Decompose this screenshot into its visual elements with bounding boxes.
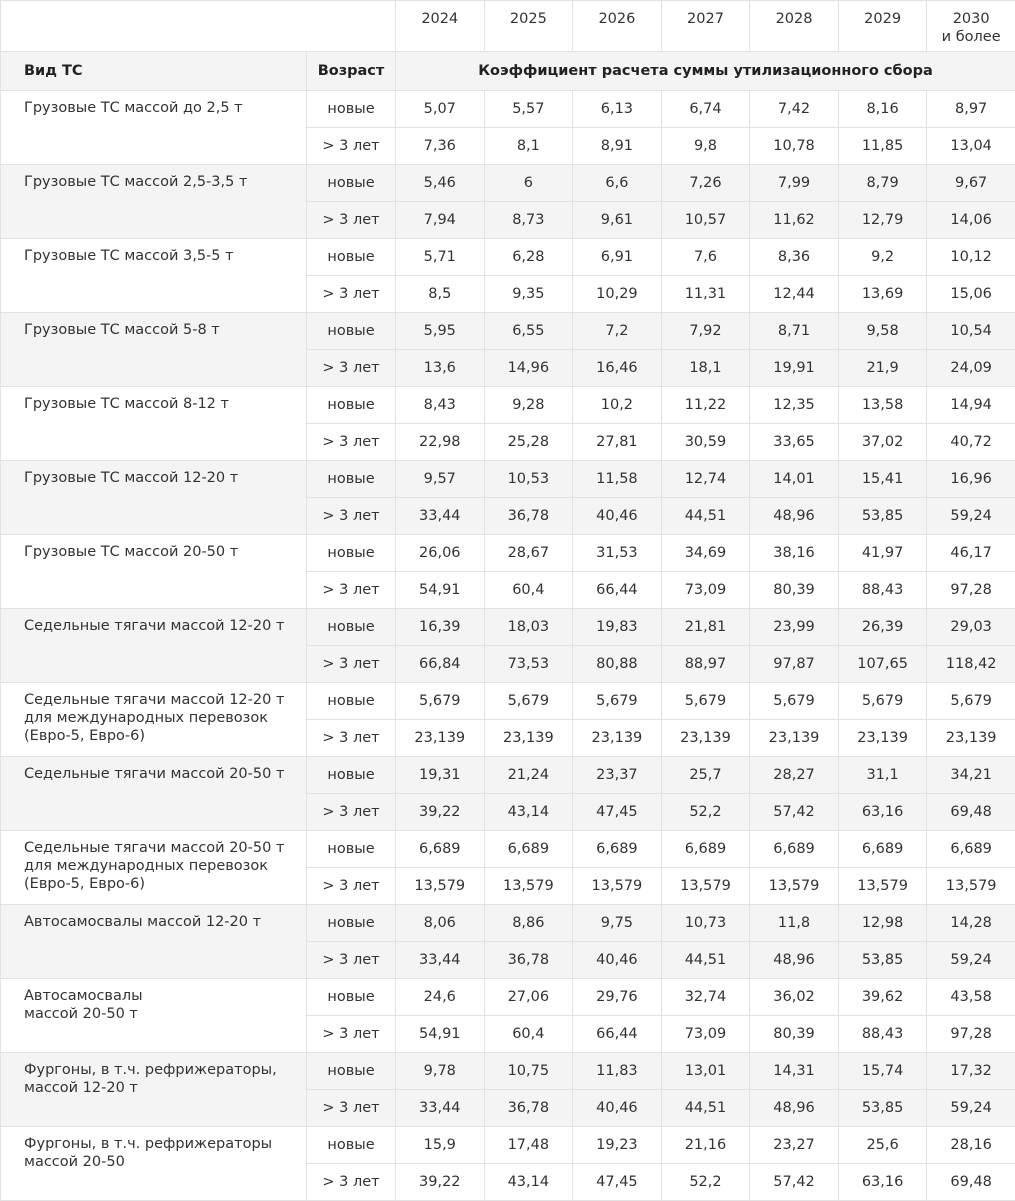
coefficient-cell: 10,73	[661, 905, 750, 942]
coefficient-cell: 8,91	[573, 128, 662, 165]
coefficient-cell: 53,85	[838, 1090, 927, 1127]
coefficient-cell: 23,139	[484, 720, 573, 757]
coefficient-cell: 8,43	[396, 387, 485, 424]
column-header-row	[1, 52, 1015, 91]
coefficient-cell: 12,44	[750, 276, 839, 313]
coefficient-cell: 43,14	[484, 1164, 573, 1201]
coefficient-cell: 66,44	[573, 1016, 662, 1053]
coefficient-cell: 33,44	[396, 498, 485, 535]
year-2030-and-later: 2030 и более	[927, 1, 1015, 52]
coefficient-cell: 47,45	[573, 794, 662, 831]
coefficient-cell: 8,71	[750, 313, 839, 350]
coefficient-cell: 52,2	[661, 794, 750, 831]
coefficient-cell: 19,91	[750, 350, 839, 387]
coefficient-cell: 26,06	[396, 535, 485, 572]
coefficient-cell: 5,679	[661, 683, 750, 720]
coefficient-cell: 21,24	[484, 757, 573, 794]
coefficient-cell: 26,39	[838, 609, 927, 646]
age-cell: > 3 лет	[307, 350, 396, 387]
coefficient-cell: 8,1	[484, 128, 573, 165]
year-2024: 2024	[396, 1, 485, 52]
age-cell: новые	[307, 683, 396, 720]
coefficient-cell: 9,78	[396, 1053, 485, 1090]
coefficient-cell: 31,1	[838, 757, 927, 794]
coefficient-cell: 14,94	[927, 387, 1015, 424]
coefficient-cell: 31,53	[573, 535, 662, 572]
coefficient-cell: 9,8	[661, 128, 750, 165]
coefficient-cell: 16,96	[927, 461, 1015, 498]
coefficient-cell: 23,99	[750, 609, 839, 646]
coefficient-cell: 39,22	[396, 794, 485, 831]
coefficient-cell: 10,54	[927, 313, 1015, 350]
coefficient-cell: 15,9	[396, 1127, 485, 1164]
coefficient-cell: 28,27	[750, 757, 839, 794]
age-cell: новые	[307, 535, 396, 572]
coefficient-cell: 8,16	[838, 91, 927, 128]
coefficient-cell: 19,83	[573, 609, 662, 646]
coefficient-cell: 69,48	[927, 794, 1015, 831]
coefficient-cell: 16,46	[573, 350, 662, 387]
coefficient-cell: 66,44	[573, 572, 662, 609]
coefficient-cell: 8,06	[396, 905, 485, 942]
coefficient-cell: 6,689	[573, 831, 662, 868]
coefficient-cell: 40,46	[573, 498, 662, 535]
coefficient-cell: 9,58	[838, 313, 927, 350]
coefficient-cell: 9,2	[838, 239, 927, 276]
coefficient-cell: 44,51	[661, 498, 750, 535]
coefficient-cell: 9,75	[573, 905, 662, 942]
age-cell: > 3 лет	[307, 1090, 396, 1127]
year-2027: 2027	[661, 1, 750, 52]
coefficient-cell: 88,43	[838, 1016, 927, 1053]
coefficient-cell: 88,43	[838, 572, 927, 609]
coefficient-cell: 7,99	[750, 165, 839, 202]
coefficient-cell: 73,09	[661, 1016, 750, 1053]
coefficient-cell: 118,42	[927, 646, 1015, 683]
coefficient-cell: 80,39	[750, 572, 839, 609]
vehicle-type-cell: Седельные тягачи массой 12-20 т для международных перевозок (Евро-5, Евро-6)	[1, 683, 307, 757]
age-cell: > 3 лет	[307, 276, 396, 313]
coefficient-cell: 23,139	[396, 720, 485, 757]
coefficient-cell: 24,09	[927, 350, 1015, 387]
coefficient-cell: 19,31	[396, 757, 485, 794]
vehicle-type-cell: Грузовые ТС массой 12-20 т	[1, 461, 307, 535]
coefficient-cell: 80,39	[750, 1016, 839, 1053]
vehicle-type-cell: Седельные тягачи массой 12-20 т	[1, 609, 307, 683]
coefficient-cell: 53,85	[838, 498, 927, 535]
coefficient-cell: 54,91	[396, 1016, 485, 1053]
coefficient-cell: 10,53	[484, 461, 573, 498]
coefficient-cell: 37,02	[838, 424, 927, 461]
coefficient-cell: 13,579	[573, 868, 662, 905]
age-cell: > 3 лет	[307, 942, 396, 979]
age-cell: новые	[307, 1053, 396, 1090]
table-row	[1, 387, 1015, 424]
coefficient-cell: 34,21	[927, 757, 1015, 794]
coefficient-cell: 11,85	[838, 128, 927, 165]
table-row	[1, 1053, 1015, 1090]
coefficient-cell: 23,139	[661, 720, 750, 757]
coefficient-cell: 12,35	[750, 387, 839, 424]
age-cell: новые	[307, 609, 396, 646]
coefficient-cell: 8,73	[484, 202, 573, 239]
coefficient-cell: 73,09	[661, 572, 750, 609]
coefficient-cell: 10,78	[750, 128, 839, 165]
coefficient-cell: 41,97	[838, 535, 927, 572]
coefficient-cell: 12,74	[661, 461, 750, 498]
age-cell: новые	[307, 461, 396, 498]
year-header-blank	[1, 1, 396, 52]
coefficient-cell: 6,689	[484, 831, 573, 868]
coefficient-cell: 63,16	[838, 1164, 927, 1201]
coefficient-cell: 11,62	[750, 202, 839, 239]
coefficient-cell: 40,46	[573, 942, 662, 979]
coefficient-cell: 59,24	[927, 1090, 1015, 1127]
coefficient-cell: 43,58	[927, 979, 1015, 1016]
vehicle-type-cell: Грузовые ТС массой до 2,5 т	[1, 91, 307, 165]
coefficient-cell: 24,6	[396, 979, 485, 1016]
coefficient-cell: 33,44	[396, 1090, 485, 1127]
coefficient-cell: 47,45	[573, 1164, 662, 1201]
coefficient-cell: 5,07	[396, 91, 485, 128]
coefficient-cell: 12,98	[838, 905, 927, 942]
coefficient-cell: 6,74	[661, 91, 750, 128]
year-2028: 2028	[750, 1, 839, 52]
coefficient-cell: 54,91	[396, 572, 485, 609]
coefficient-cell: 7,26	[661, 165, 750, 202]
coefficient-cell: 34,69	[661, 535, 750, 572]
coefficient-cell: 7,92	[661, 313, 750, 350]
coefficient-cell: 57,42	[750, 794, 839, 831]
coefficient-cell: 39,22	[396, 1164, 485, 1201]
coefficient-cell: 10,2	[573, 387, 662, 424]
age-cell: новые	[307, 91, 396, 128]
coefficient-cell: 60,4	[484, 572, 573, 609]
coefficient-cell: 8,97	[927, 91, 1015, 128]
vehicle-type-cell: Грузовые ТС массой 8-12 т	[1, 387, 307, 461]
age-cell: > 3 лет	[307, 868, 396, 905]
age-cell: новые	[307, 165, 396, 202]
coefficient-cell: 23,139	[750, 720, 839, 757]
coefficient-cell: 9,28	[484, 387, 573, 424]
vehicle-type-cell: Седельные тягачи массой 20-50 т	[1, 757, 307, 831]
coefficient-cell: 59,24	[927, 942, 1015, 979]
coefficient-cell: 7,94	[396, 202, 485, 239]
coefficient-cell: 36,02	[750, 979, 839, 1016]
coefficient-cell: 88,97	[661, 646, 750, 683]
coefficient-cell: 14,31	[750, 1053, 839, 1090]
vehicle-type-cell: Грузовые ТС массой 2,5-3,5 т	[1, 165, 307, 239]
coefficient-cell: 15,06	[927, 276, 1015, 313]
coefficient-cell: 6,689	[927, 831, 1015, 868]
coefficient-cell: 27,06	[484, 979, 573, 1016]
coefficient-cell: 23,27	[750, 1127, 839, 1164]
coefficient-cell: 46,17	[927, 535, 1015, 572]
coefficient-cell: 43,14	[484, 794, 573, 831]
year-header-row	[1, 1, 1015, 52]
vehicle-type-cell: Фургоны, в т.ч. рефрижераторы, массой 12-20 т	[1, 1053, 307, 1127]
coefficient-cell: 44,51	[661, 942, 750, 979]
coefficient-cell: 6,55	[484, 313, 573, 350]
coefficient-cell: 6	[484, 165, 573, 202]
coefficient-cell: 5,679	[838, 683, 927, 720]
coefficient-cell: 48,96	[750, 942, 839, 979]
coefficient-cell: 11,22	[661, 387, 750, 424]
coefficient-cell: 23,139	[927, 720, 1015, 757]
coefficient-cell: 38,16	[750, 535, 839, 572]
coefficient-cell: 36,78	[484, 1090, 573, 1127]
coefficient-cell: 18,03	[484, 609, 573, 646]
coefficient-cell: 44,51	[661, 1090, 750, 1127]
coefficient-cell: 13,6	[396, 350, 485, 387]
coefficient-cell: 7,6	[661, 239, 750, 276]
vehicle-type-cell: Грузовые ТС массой 20-50 т	[1, 535, 307, 609]
coefficient-cell: 7,2	[573, 313, 662, 350]
coefficient-cell: 39,62	[838, 979, 927, 1016]
coefficient-cell: 97,28	[927, 572, 1015, 609]
coefficient-cell: 6,689	[838, 831, 927, 868]
coefficient-cell: 13,579	[750, 868, 839, 905]
coefficient-cell: 36,78	[484, 498, 573, 535]
coefficient-cell: 57,42	[750, 1164, 839, 1201]
coefficient-cell: 6,28	[484, 239, 573, 276]
coefficient-cell: 5,679	[396, 683, 485, 720]
coefficient-cell: 5,57	[484, 91, 573, 128]
age-cell: > 3 лет	[307, 794, 396, 831]
coefficient-cell: 6,689	[396, 831, 485, 868]
vehicle-type-header: Вид ТС	[1, 52, 307, 91]
age-cell: новые	[307, 905, 396, 942]
coefficient-cell: 15,41	[838, 461, 927, 498]
coefficient-cell: 13,579	[927, 868, 1015, 905]
vehicle-type-cell: Грузовые ТС массой 3,5-5 т	[1, 239, 307, 313]
age-cell: новые	[307, 757, 396, 794]
coefficient-cell: 11,83	[573, 1053, 662, 1090]
coefficient-cell: 25,28	[484, 424, 573, 461]
coefficient-cell: 12,79	[838, 202, 927, 239]
coefficient-cell: 5,95	[396, 313, 485, 350]
coefficient-cell: 15,74	[838, 1053, 927, 1090]
coefficient-cell: 5,679	[927, 683, 1015, 720]
coefficient-cell: 80,88	[573, 646, 662, 683]
age-cell: > 3 лет	[307, 202, 396, 239]
coefficient-cell: 17,32	[927, 1053, 1015, 1090]
coefficient-cell: 36,78	[484, 942, 573, 979]
coefficient-cell: 53,85	[838, 942, 927, 979]
age-cell: > 3 лет	[307, 572, 396, 609]
coefficient-cell: 14,06	[927, 202, 1015, 239]
coefficient-cell: 40,46	[573, 1090, 662, 1127]
coefficient-cell: 29,76	[573, 979, 662, 1016]
table-row	[1, 905, 1015, 942]
coefficient-cell: 60,4	[484, 1016, 573, 1053]
table-row	[1, 1127, 1015, 1164]
coefficient-cell: 21,9	[838, 350, 927, 387]
coefficient-cell: 13,579	[838, 868, 927, 905]
coefficient-cell: 11,31	[661, 276, 750, 313]
vehicle-type-cell: Фургоны, в т.ч. рефрижераторы массой 20-50	[1, 1127, 307, 1201]
coefficient-cell: 7,42	[750, 91, 839, 128]
coefficient-cell: 48,96	[750, 498, 839, 535]
table-row	[1, 683, 1015, 720]
coefficient-cell: 9,35	[484, 276, 573, 313]
coefficient-cell: 9,61	[573, 202, 662, 239]
age-cell: новые	[307, 979, 396, 1016]
coefficient-cell: 27,81	[573, 424, 662, 461]
coefficient-cell: 11,8	[750, 905, 839, 942]
age-cell: новые	[307, 387, 396, 424]
coefficient-cell: 9,57	[396, 461, 485, 498]
coefficient-cell: 21,81	[661, 609, 750, 646]
age-cell: > 3 лет	[307, 646, 396, 683]
coefficient-cell: 5,679	[484, 683, 573, 720]
table-row	[1, 313, 1015, 350]
coefficient-cell: 10,12	[927, 239, 1015, 276]
coefficient-cell: 23,139	[838, 720, 927, 757]
year-2025: 2025	[484, 1, 573, 52]
coefficient-cell: 11,58	[573, 461, 662, 498]
vehicle-type-cell: Автосамосвалы массой 20-50 т	[1, 979, 307, 1053]
coefficient-cell: 13,58	[838, 387, 927, 424]
coefficient-cell: 25,6	[838, 1127, 927, 1164]
coefficient-cell: 8,5	[396, 276, 485, 313]
coefficient-cell: 25,7	[661, 757, 750, 794]
age-cell: > 3 лет	[307, 720, 396, 757]
coefficient-cell: 59,24	[927, 498, 1015, 535]
coefficient-cell: 10,57	[661, 202, 750, 239]
age-cell: > 3 лет	[307, 1164, 396, 1201]
coefficient-cell: 21,16	[661, 1127, 750, 1164]
coefficient-cell: 30,59	[661, 424, 750, 461]
year-2029: 2029	[838, 1, 927, 52]
table-row	[1, 609, 1015, 646]
coefficient-cell: 10,75	[484, 1053, 573, 1090]
coefficient-cell: 9,67	[927, 165, 1015, 202]
coefficient-cell: 5,46	[396, 165, 485, 202]
coefficient-cell: 52,2	[661, 1164, 750, 1201]
coefficient-cell: 13,01	[661, 1053, 750, 1090]
coefficient-cell: 23,37	[573, 757, 662, 794]
coefficient-cell: 63,16	[838, 794, 927, 831]
vehicle-type-cell: Автосамосвалы массой 12-20 т	[1, 905, 307, 979]
coefficient-cell: 13,579	[661, 868, 750, 905]
coefficient-cell: 8,36	[750, 239, 839, 276]
vehicle-type-cell: Грузовые ТС массой 5-8 т	[1, 313, 307, 387]
vehicle-type-cell: Седельные тягачи массой 20-50 т для международных перевозок (Евро-5, Евро-6)	[1, 831, 307, 905]
coefficient-cell: 8,86	[484, 905, 573, 942]
coefficient-cell: 13,69	[838, 276, 927, 313]
age-cell: > 3 лет	[307, 498, 396, 535]
coefficient-cell: 28,67	[484, 535, 573, 572]
coefficient-cell: 33,44	[396, 942, 485, 979]
year-2026: 2026	[573, 1, 662, 52]
coefficient-cell: 33,65	[750, 424, 839, 461]
age-cell: новые	[307, 1127, 396, 1164]
coefficient-cell: 16,39	[396, 609, 485, 646]
coefficient-cell: 97,28	[927, 1016, 1015, 1053]
age-cell: новые	[307, 831, 396, 868]
table-row	[1, 461, 1015, 498]
age-cell: > 3 лет	[307, 424, 396, 461]
age-cell: новые	[307, 313, 396, 350]
coefficient-header: Коэффициент расчета суммы утилизационного сбора	[396, 52, 1015, 91]
age-cell: > 3 лет	[307, 128, 396, 165]
coefficient-cell: 6,689	[661, 831, 750, 868]
coefficient-cell: 28,16	[927, 1127, 1015, 1164]
coefficient-cell: 6,13	[573, 91, 662, 128]
coefficient-cell: 13,579	[396, 868, 485, 905]
coefficient-cell: 13,04	[927, 128, 1015, 165]
coefficient-cell: 5,679	[573, 683, 662, 720]
age-cell: > 3 лет	[307, 1016, 396, 1053]
coefficient-cell: 18,1	[661, 350, 750, 387]
coefficient-cell: 5,71	[396, 239, 485, 276]
coefficient-cell: 107,65	[838, 646, 927, 683]
coefficient-cell: 14,28	[927, 905, 1015, 942]
coefficient-cell: 40,72	[927, 424, 1015, 461]
coefficient-cell: 13,579	[484, 868, 573, 905]
coefficient-cell: 5,679	[750, 683, 839, 720]
table-row	[1, 239, 1015, 276]
table-row	[1, 979, 1015, 1016]
coefficient-cell: 22,98	[396, 424, 485, 461]
coefficient-cell: 29,03	[927, 609, 1015, 646]
table-row	[1, 757, 1015, 794]
table-row	[1, 91, 1015, 128]
table-row	[1, 165, 1015, 202]
coefficient-cell: 32,74	[661, 979, 750, 1016]
table-row	[1, 535, 1015, 572]
age-cell: новые	[307, 239, 396, 276]
coefficient-cell: 48,96	[750, 1090, 839, 1127]
coefficient-cell: 19,23	[573, 1127, 662, 1164]
age-header: Возраст	[307, 52, 396, 91]
coefficient-cell: 6,689	[750, 831, 839, 868]
coefficient-cell: 17,48	[484, 1127, 573, 1164]
coefficient-cell: 66,84	[396, 646, 485, 683]
table-row	[1, 831, 1015, 868]
coefficient-cell: 6,6	[573, 165, 662, 202]
coefficient-cell: 97,87	[750, 646, 839, 683]
coefficient-cell: 6,91	[573, 239, 662, 276]
coefficient-cell: 7,36	[396, 128, 485, 165]
coefficient-cell: 73,53	[484, 646, 573, 683]
coefficient-cell: 23,139	[573, 720, 662, 757]
coefficient-cell: 14,96	[484, 350, 573, 387]
coefficient-cell: 8,79	[838, 165, 927, 202]
coefficient-cell: 69,48	[927, 1164, 1015, 1201]
coefficient-cell: 10,29	[573, 276, 662, 313]
coefficient-cell: 14,01	[750, 461, 839, 498]
